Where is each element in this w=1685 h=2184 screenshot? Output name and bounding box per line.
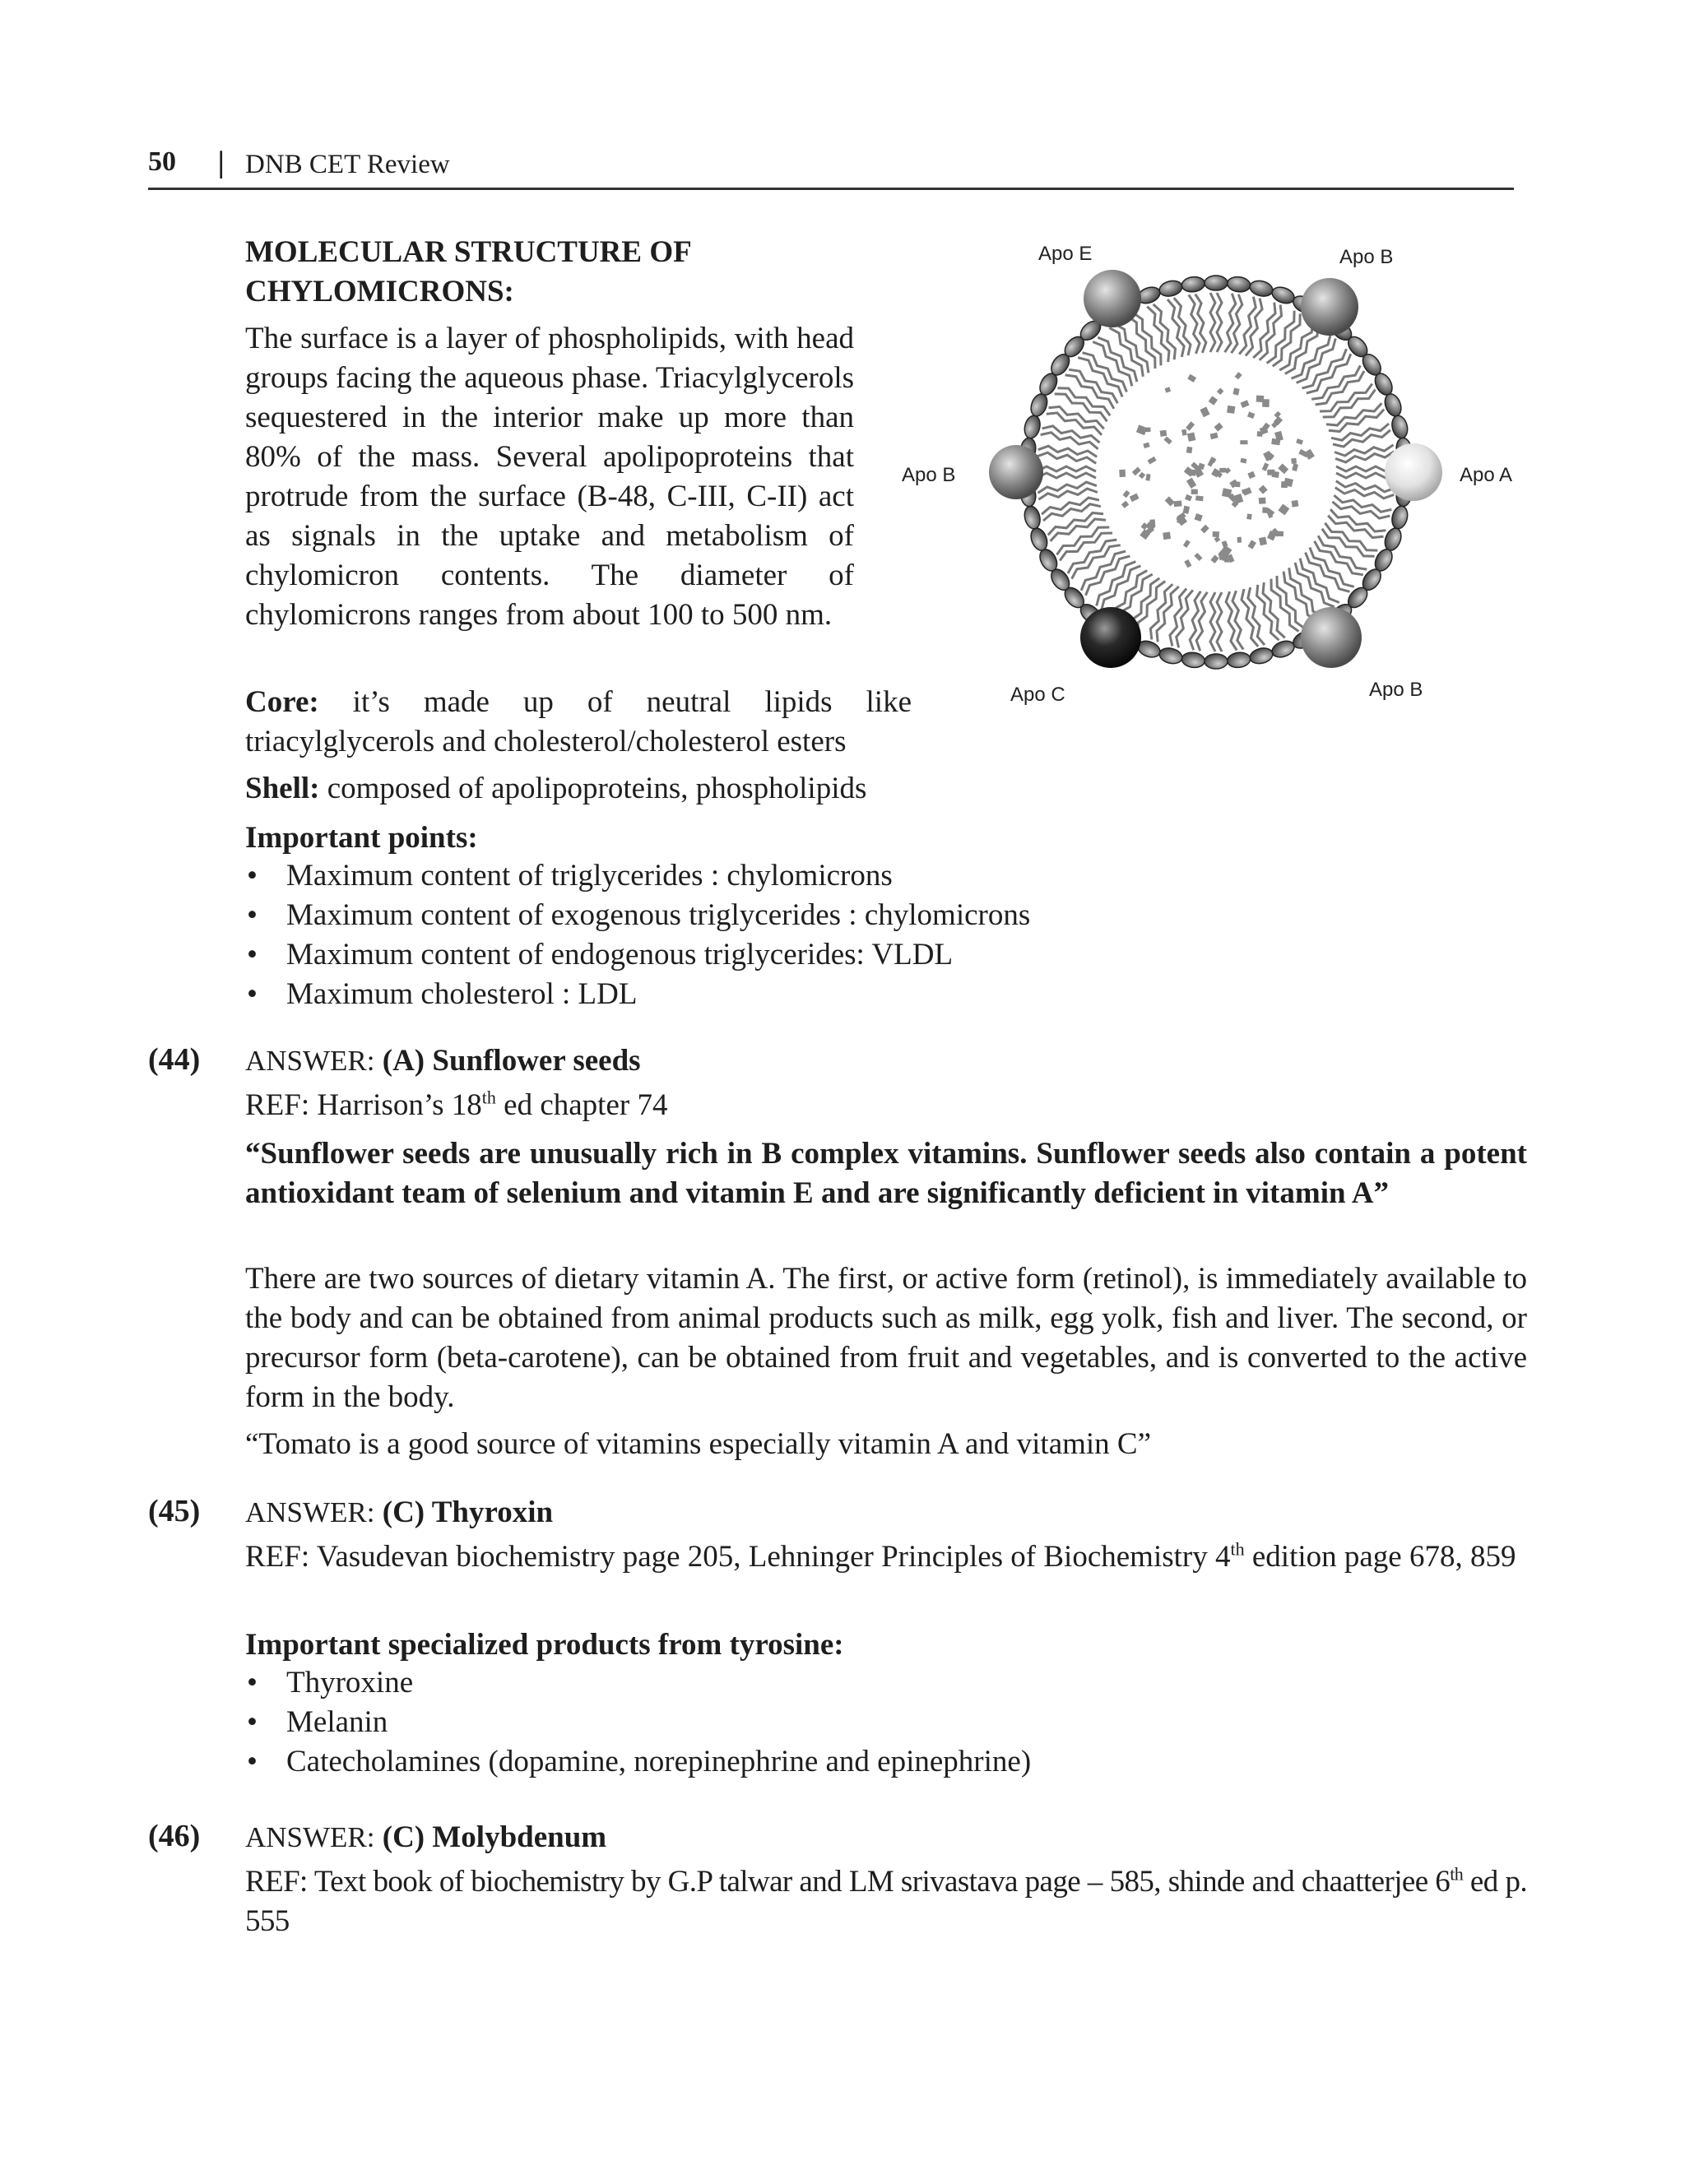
triglyceride-molecule — [1186, 447, 1192, 453]
shell-description — [245, 769, 1068, 809]
triglyceride-molecule — [1209, 396, 1218, 405]
triglyceride-molecule — [1259, 498, 1266, 504]
triglyceride-molecule — [1119, 470, 1126, 477]
reference-tail: ed chapter 74 — [495, 1088, 668, 1122]
label-apo-c: Apo C — [1010, 684, 1065, 706]
list-item: • Maximum content of triglycerides : chylomicrons — [245, 856, 1315, 896]
triglyceride-molecule — [1191, 489, 1198, 494]
answer-label: ANSWER: — [245, 1045, 375, 1077]
triglyceride-molecule — [1195, 513, 1203, 522]
triglyceride-molecule — [1237, 537, 1242, 543]
triglyceride-molecule — [1200, 525, 1209, 534]
chylomicron-description: The surface is a layer of phospholipids, with head groups facing the aqueous phase. Triacylglycerols sequestered in the interior make up more than 80% of the mass. Several apolipoproteins that protrude from the surface (B-48, C-III, C-II) act as signals in the uptake and metabolism of chylomicron contents. The diameter of chylomicrons ranges from about 100 to 500 nm. — [245, 322, 854, 632]
triglyceride-molecule — [1278, 504, 1289, 516]
triglyceride-molecule — [1292, 463, 1298, 471]
phospholipid-head — [1023, 504, 1042, 530]
triglyceride-molecule — [1213, 531, 1219, 537]
triglyceride-molecule — [1256, 396, 1265, 403]
triglyceride-molecule — [1141, 522, 1149, 530]
important-points-list — [245, 856, 1315, 1014]
phospholipid-tail — [1333, 430, 1390, 447]
phospholipid-tail — [1042, 426, 1100, 443]
label-apo-b-top: Apo B — [1339, 246, 1394, 268]
triacylglycerol-core — [1119, 372, 1315, 568]
answer-line — [245, 1041, 641, 1081]
list-item: • Catecholamines (dopamine, norepinephrine and epinephrine) — [245, 1742, 1397, 1782]
triglyceride-molecule — [1274, 411, 1281, 419]
apo-b-protein — [989, 445, 1043, 499]
triglyceride-molecule — [1200, 406, 1209, 417]
triglyceride-molecule — [1247, 411, 1255, 419]
phospholipid-tail — [1328, 516, 1383, 538]
triglyceride-molecule — [1247, 471, 1256, 479]
triglyceride-molecule — [1194, 553, 1202, 561]
triglyceride-molecule — [1263, 451, 1273, 461]
triglyceride-molecule — [1240, 458, 1246, 464]
phospholipid-tail — [1336, 481, 1395, 492]
book-title: DNB CET Review — [245, 150, 450, 179]
triglyceride-molecule — [1145, 474, 1150, 481]
shell-text: composed of apolipoproteins, phospholipids — [327, 772, 867, 805]
triglyceride-molecule — [1214, 423, 1223, 432]
triglyceride-molecule — [1163, 531, 1171, 540]
triglyceride-molecule — [1195, 495, 1204, 501]
reference — [245, 1862, 1527, 1941]
label-apo-a: Apo A — [1460, 464, 1513, 486]
phospholipid-tail — [1037, 466, 1096, 471]
section-heading-line2: CHYLOMICRONS: — [245, 275, 514, 308]
triglyceride-molecule — [1121, 501, 1129, 508]
triglyceride-molecule — [1173, 500, 1181, 507]
phospholipid-head — [1205, 276, 1228, 290]
phospholipid-head — [1390, 414, 1409, 439]
question-number: (45) — [148, 1494, 201, 1528]
tyrosine-products-heading: Important specialized products from tyrosine: — [245, 1628, 844, 1662]
triglyceride-molecule — [1240, 440, 1247, 444]
phospholipid-head — [1205, 654, 1228, 669]
phospholipid-tail — [1150, 584, 1172, 639]
list-item: • Thyroxine — [245, 1663, 1397, 1703]
section-heading — [245, 233, 887, 312]
triglyceride-molecule — [1291, 458, 1297, 464]
phospholipid-tail — [1170, 589, 1186, 647]
answer-text: (C) Molybdenum — [382, 1820, 607, 1854]
answer-text: (C) Thyroxin — [382, 1495, 554, 1529]
phospholipid-head — [1390, 504, 1409, 530]
reference-tail: ed p. 555 — [245, 1865, 1527, 1938]
phospholipid-tail — [1037, 473, 1096, 478]
triglyceride-molecule — [1241, 400, 1250, 408]
phospholipid-head — [1158, 279, 1183, 299]
phospholipid-tail — [1049, 406, 1104, 429]
phospholipid-head — [1181, 276, 1205, 293]
apo-a-protein — [1385, 443, 1442, 501]
apo-b-protein — [1301, 278, 1358, 336]
triglyceride-molecule — [1292, 500, 1299, 508]
apo-b-protein — [1301, 607, 1362, 668]
triglyceride-molecule — [1186, 421, 1195, 430]
phospholipid-tail — [1174, 298, 1191, 355]
list-item: • Maximum content of endogenous triglycerides: VLDL — [245, 935, 1315, 975]
triglyceride-molecule — [1184, 559, 1191, 568]
triglyceride-molecule — [1183, 540, 1191, 548]
reference-text: REF: Vasudevan biochemistry page 205, Lehninger Principles of Biochemistry 4 — [245, 1540, 1231, 1574]
triglyceride-molecule — [1227, 406, 1235, 414]
phospholipid-tail — [1246, 299, 1262, 356]
triglyceride-molecule — [1139, 472, 1145, 479]
triglyceride-molecule — [1247, 540, 1256, 549]
triglyceride-molecule — [1163, 436, 1172, 444]
answer-line — [245, 1818, 606, 1857]
triglyceride-molecule — [1160, 430, 1167, 437]
core-description — [245, 683, 912, 762]
sunflower-quote: “Sunflower seeds are unusually rich in B complex vitamins. Sunflower seeds also contain a potent antioxidant team of selenium and vitamin E and are significantly deficient in vitamin A” — [245, 1137, 1527, 1210]
page-number: 50 — [148, 146, 176, 177]
triglyceride-molecule — [1165, 496, 1175, 506]
phospholipid-tail — [1333, 502, 1390, 518]
phospholipid-tail — [1217, 293, 1222, 352]
phospholipid-head — [1270, 638, 1297, 661]
triglyceride-molecule — [1185, 494, 1192, 502]
triglyceride-molecule — [1246, 513, 1252, 519]
reference-text: REF: Harrison’s 18 — [245, 1088, 482, 1122]
triglyceride-molecule — [1165, 387, 1172, 392]
answer-line — [245, 1493, 553, 1533]
vitamin-a-paragraph: There are two sources of dietary vitamin A. The first, or active form (retinol), is immediately available to the body and can be obtained from animal products such as milk, egg yolk, fish and liver. The second, or precursor form (beta-carotene), can be obtained from fruit and vegetables, and is converted to the active form in the body. — [245, 1262, 1527, 1414]
core-label: Core: — [245, 685, 319, 719]
tomato-quote: “Tomato is a good source of vitamins especially vitamin A and vitamin C” — [245, 1427, 1152, 1461]
list-item: • Melanin — [245, 1703, 1397, 1742]
triglyceride-molecule — [1130, 494, 1140, 502]
phospholipid-head — [1227, 276, 1251, 293]
tyrosine-products-list — [245, 1663, 1397, 1782]
triglyceride-molecule — [1214, 536, 1221, 543]
phospholipid-head — [1181, 651, 1205, 669]
phospholipid-tail — [1217, 592, 1222, 651]
phospholipid-head — [1227, 651, 1251, 669]
section-heading-line1: MOLECULAR STRUCTURE OF — [245, 235, 692, 269]
triglyceride-molecule — [1217, 388, 1223, 395]
apo-c-protein — [1080, 607, 1141, 668]
triglyceride-molecule — [1281, 481, 1288, 488]
answer-label: ANSWER: — [245, 1821, 375, 1853]
triglyceride-molecule — [1210, 433, 1218, 439]
reference — [245, 1086, 667, 1125]
question-number: (46) — [148, 1819, 201, 1853]
reference — [245, 1537, 1527, 1577]
triglyceride-molecule — [1183, 506, 1191, 514]
shell-label: Shell: — [245, 772, 320, 805]
list-item: • Maximum cholesterol : LDL — [245, 975, 1315, 1014]
triglyceride-molecule — [1136, 424, 1147, 435]
label-apo-b-left: Apo B — [902, 464, 956, 486]
phospholipid-tail — [1210, 293, 1215, 352]
answer-text: (A) Sunflower seeds — [382, 1044, 641, 1078]
triglyceride-molecule — [1257, 431, 1263, 437]
phospholipid-tail — [1242, 589, 1258, 647]
page-header — [148, 141, 1514, 190]
phospholipid-tail — [1225, 294, 1236, 353]
phospholipid-head — [1248, 646, 1274, 665]
chylomicron-diagram — [889, 230, 1530, 716]
triglyceride-molecule — [1232, 387, 1239, 395]
phospholipid-tail — [1196, 592, 1207, 651]
triglyceride-molecule — [1235, 481, 1240, 487]
triglyceride-molecule — [1278, 464, 1288, 475]
triglyceride-molecule — [1296, 438, 1303, 445]
triglyceride-molecule — [1259, 537, 1267, 546]
triglyceride-molecule — [1181, 429, 1187, 436]
list-item: • Maximum content of exogenous triglycerides : chylomicrons — [245, 896, 1315, 935]
phospholipid-head — [1158, 646, 1183, 665]
reference-tail: edition page 678, 859 — [1244, 1540, 1516, 1574]
triglyceride-molecule — [1235, 372, 1242, 379]
phospholipid-head — [1028, 526, 1051, 553]
phospholipid-head — [1023, 414, 1042, 439]
header-separator: | — [216, 146, 226, 179]
reference-superscript: th — [1230, 1538, 1245, 1560]
reference-superscript: th — [481, 1087, 496, 1108]
phospholipid-tail — [1260, 305, 1282, 360]
phospholipid-head — [1248, 279, 1274, 299]
triglyceride-molecule — [1219, 468, 1226, 473]
label-apo-b-bottom: Apo B — [1369, 679, 1423, 701]
question-number: (44) — [148, 1042, 201, 1077]
apo-e-protein — [1084, 270, 1141, 327]
label-apo-e: Apo E — [1038, 243, 1093, 265]
phospholipid-tail — [1037, 452, 1097, 463]
triglyceride-molecule — [1122, 490, 1130, 498]
triglyceride-molecule — [1267, 470, 1274, 475]
triglyceride-molecule — [1271, 438, 1280, 446]
triglyceride-molecule — [1132, 467, 1141, 476]
triglyceride-molecule — [1210, 554, 1218, 563]
triglyceride-molecule — [1186, 478, 1196, 489]
triglyceride-molecule — [1259, 485, 1268, 494]
triglyceride-molecule — [1187, 374, 1196, 383]
answer-label: ANSWER: — [245, 1496, 375, 1528]
reference-text: REF: Text book of biochemistry by G.P talwar and LM srivastava page – 585, shinde and chaatterjee 6 — [245, 1865, 1451, 1899]
core-text: it’s made up of neutral lipids like triacylglycerols and cholesterol/cholesterol esters — [245, 685, 912, 758]
reference-superscript: th — [1450, 1863, 1464, 1885]
important-points-heading: Important points: — [245, 821, 478, 855]
phospholipid-tail — [1210, 592, 1215, 651]
phospholipid-head — [1382, 392, 1404, 419]
triglyceride-molecule — [1148, 457, 1157, 465]
triglyceride-molecule — [1143, 443, 1149, 448]
triglyceride-molecule — [1187, 433, 1195, 442]
phospholipid-tail — [1042, 498, 1099, 514]
